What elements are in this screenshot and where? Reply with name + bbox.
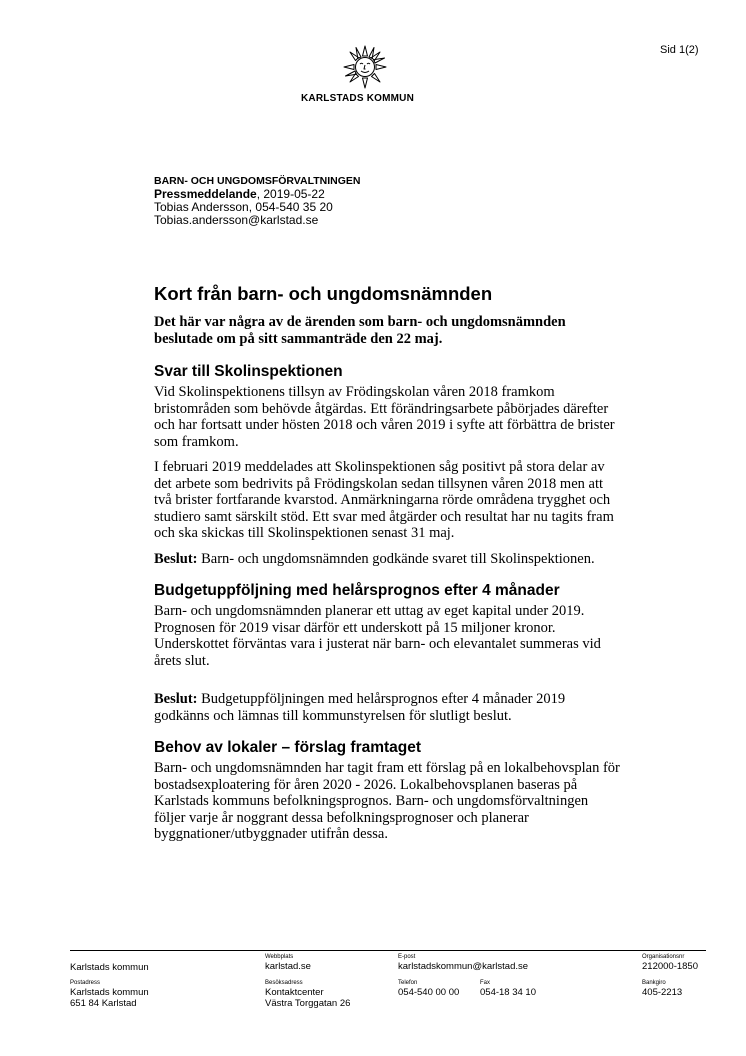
section-lokaler	[154, 738, 622, 843]
decision-text: Barn- och ungdomsnämnden godkände svaret till Skolinspektionen.	[197, 550, 595, 567]
footer-label: Telefon	[398, 980, 418, 986]
section-paragraph: Barn- och ungdomsnämnden planerar ett uttag av eget kapital under 2019. Prognosen för 2019 visar därför ett underskott på 15 miljoner kronor. Underskottet förväntas vara i justerat när barn- och elevantalet summeras vid årets slut.	[154, 603, 601, 669]
decision-paragraph	[154, 691, 622, 724]
footer-webbplats-col	[265, 954, 311, 972]
section-heading: Behov av lokaler – förslag framtaget	[154, 739, 422, 756]
footer-telefon-col	[398, 980, 459, 998]
contact-line: Tobias Andersson, 054-540 35 20	[154, 200, 333, 214]
footer-visit-line: Kontaktcenter	[265, 987, 324, 998]
footer-name-col	[70, 962, 149, 973]
section-paragraph: I februari 2019 meddelades att Skolinspektionen såg positivt på stora delar av det arbete som bedrivits på Frödingskolan sedan tillsynen våren 2018 men att två brister fortfarande kvarstod. Anmärkningarna rörde områdena trygghet och studiero samt särskilt stöd. Ett svar med åtgärder och resultat har nu tagits fram och ska skickas till Skolinspektionen senast 31 maj.	[154, 459, 614, 541]
footer-divider	[70, 950, 706, 951]
doc-date: , 2019-05-22	[256, 187, 325, 201]
main-content	[154, 283, 622, 852]
footer-orgnr-col	[642, 954, 698, 972]
organization-name: KARLSTADS KOMMUN	[301, 93, 415, 104]
contact-email: Tobias.andersson@karlstad.se	[154, 213, 319, 227]
sun-face-logo-icon	[342, 44, 388, 90]
footer-label: E-post	[398, 954, 416, 960]
footer-label: Webbplats	[265, 954, 294, 960]
footer-website: karlstad.se	[265, 961, 311, 972]
decision-label: Beslut:	[154, 691, 198, 707]
lead-line-1: Det här var några av de ärenden som barn- och ungdomsnämnden	[154, 314, 566, 330]
footer-name: Karlstads kommun	[70, 962, 149, 973]
footer-postal-line: 651 84 Karlstad	[70, 998, 137, 1009]
section-paragraph: Vid Skolinspektionens tillsyn av Frödingskolan våren 2018 framkom bristområden som behövde åtgärdas. Ett förändringsarbete påbörjades därefter och har fortsatt under hösten 2018 och våren 2019 i syfte att förbättra de brister som framkom.	[154, 384, 615, 450]
footer-label: Besöksadress	[265, 980, 303, 986]
footer-bankgiro-col	[642, 980, 682, 998]
footer-visit-line: Västra Torggatan 26	[265, 998, 351, 1009]
decision-text: Budgetuppföljningen med helårsprognos efter 4 månader 2019 godkänns och lämnas till kommunstyrelsen för slutligt beslut.	[154, 691, 566, 724]
lead-paragraph	[154, 314, 622, 348]
footer-postadress-col	[70, 980, 149, 1009]
press-header	[154, 175, 654, 227]
footer-label: Bankgiro	[642, 980, 666, 986]
page-number: Sid 1(2)	[660, 44, 699, 56]
footer-label: Fax	[480, 980, 491, 986]
footer-bankgiro: 405-2213	[642, 987, 683, 998]
footer-epost-col	[398, 954, 528, 972]
footer-label: Organisationsnr	[642, 954, 685, 960]
section-paragraph: Barn- och ungdomsnämnden har tagit fram ett förslag på en lokalbehovsplan för bostadsexploatering för åren 2020 - 2026. Lokalbehovsplanen baseras på Karlstads kommuns befolkningsprognos. Barn- och ungdomsförvaltningen följer varje år noggrant dessa befolkningsprognoser och planerar byggnationer/utbyggnader utifrån dessa.	[154, 760, 620, 842]
section-heading: Svar till Skolinspektionen	[154, 363, 343, 380]
decision-label: Beslut:	[154, 550, 198, 567]
lead-line-2: beslutade om på sitt sammanträde den 22 maj.	[154, 331, 443, 347]
department-name: BARN- OCH UNGDOMSFÖRVALTNINGEN	[154, 175, 361, 187]
footer-orgnr: 212000-1850	[642, 961, 698, 972]
footer-besoksadress-col	[265, 980, 350, 1009]
page-title: Kort från barn- och ungdomsnämnden	[154, 283, 493, 304]
footer-fax: 054-18 34 10	[480, 987, 536, 998]
section-budget	[154, 581, 622, 724]
footer-postal-line: Karlstads kommun	[70, 987, 149, 998]
footer-phone: 054-540 00 00	[398, 987, 460, 998]
footer-label: Postadress	[70, 980, 101, 986]
footer-fax-col	[480, 980, 536, 998]
doc-type: Pressmeddelande	[154, 187, 257, 201]
footer-email: karlstadskommun@karlstad.se	[398, 961, 529, 972]
section-heading: Budgetuppföljning med helårsprognos efter 4 månader	[154, 582, 560, 599]
section-skolinspektionen	[154, 362, 622, 567]
decision-paragraph	[154, 551, 622, 568]
